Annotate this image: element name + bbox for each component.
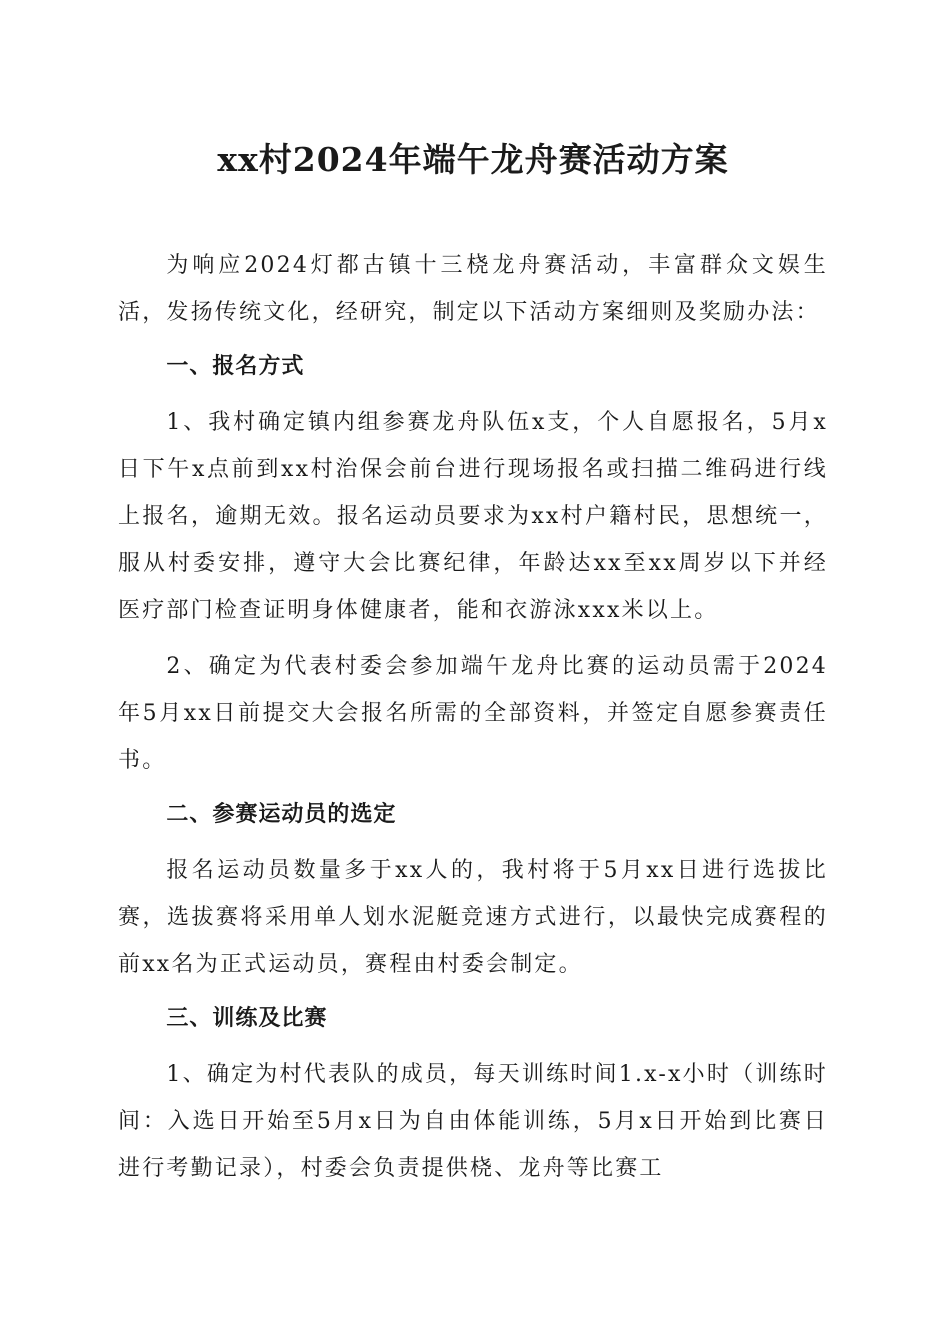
registration-paragraph-2: 2、确定为代表村委会参加端午龙舟比赛的运动员需于2024年5月xx日前提交大会报名所需的全部资料，并签定自愿参赛责任书。 <box>118 654 828 773</box>
document-title: xx村2024年端午龙舟赛活动方案 <box>217 140 729 179</box>
selection-paragraph-1: 报名运动员数量多于xx人的，我村将于5月xx日进行选拔比赛，选拔赛将采用单人划水泥艇竞速方式进行，以最快完成赛程的前xx名为正式运动员，赛程由村委会制定。 <box>118 858 828 977</box>
training-paragraph-1: 1、确定为村代表队的成员，每天训练时间1.x-x小时（训练时间：入选日开始至5月x日为自由体能训练，5月x日开始到比赛日进行考勤记录），村委会负责提供桡、龙舟等比赛工 <box>118 1062 828 1181</box>
section-heading-athlete-selection: 二、参赛运动员的选定 <box>166 802 397 827</box>
document-page <box>118 130 828 1201</box>
intro-paragraph: 为响应2024灯都古镇十三桡龙舟赛活动，丰富群众文娱生活，发扬传统文化，经研究，制定以下活动方案细则及奖励办法： <box>118 253 828 325</box>
section-heading-registration: 一、报名方式 <box>166 354 305 379</box>
section-heading-training: 三、训练及比赛 <box>166 1006 328 1031</box>
registration-paragraph-1: 1、我村确定镇内组参赛龙舟队伍x支，个人自愿报名，5月x日下午x点前到xx村治保会前台进行现场报名或扫描二维码进行线上报名，逾期无效。报名运动员要求为xx村户籍村民，思想统一，服从村委安排，遵守大会比赛纪律，年龄达xx至xx周岁以下并经医疗部门检查证明身体健康者，能和衣游泳xxx米以上。 <box>118 410 828 623</box>
